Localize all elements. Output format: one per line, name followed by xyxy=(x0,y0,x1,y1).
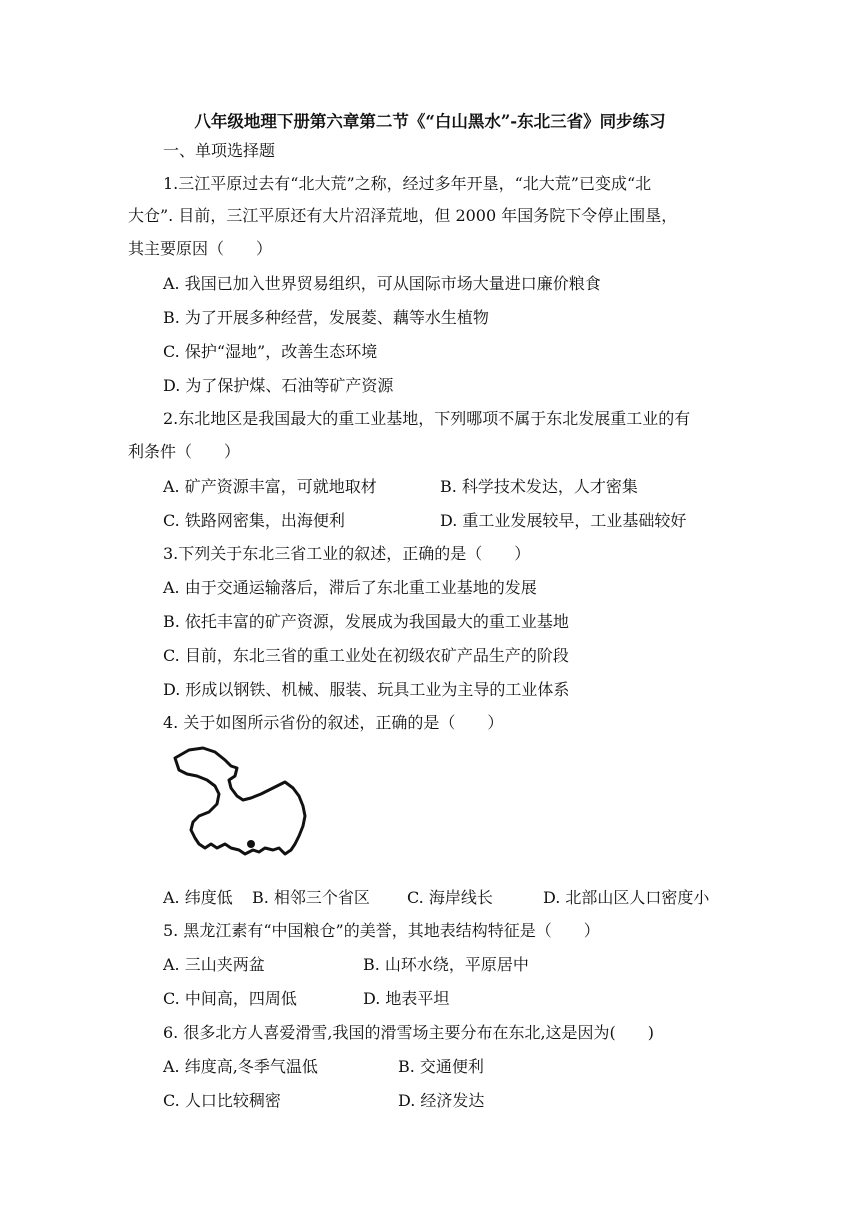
province-outline-map xyxy=(165,744,320,868)
city-dot xyxy=(247,840,255,848)
q2-option-a: A. 矿产资源丰富，可就地取材 xyxy=(163,477,377,496)
q1-stem-line2: 大仓”. 目前，三江平原还有大片沼泽荒地，但 2000 年国务院下令停止围垦， xyxy=(128,206,678,225)
q5-stem: 5. 黑龙江素有“中国粮仓”的美誉，其地表结构特征是（ ） xyxy=(163,921,600,940)
q6-stem: 6. 很多北方人喜爱滑雪,我国的滑雪场主要分布在东北,这是因为( ) xyxy=(163,1023,655,1042)
q5-option-c: C. 中间高，四周低 xyxy=(163,989,297,1008)
q6-option-c: C. 人口比较稠密 xyxy=(163,1091,281,1110)
q5-option-a: A. 三山夹两盆 xyxy=(163,955,265,974)
q3-stem: 3.下列关于东北三省工业的叙述，正确的是（ ） xyxy=(163,544,531,563)
q4-option-c: C. 海岸线长 xyxy=(407,888,493,907)
q2-stem-line1: 2.东北地区是我国最大的重工业基地，下列哪项不属于东北发展重工业的有 xyxy=(163,409,691,428)
q1-stem-line1: 1.三江平原过去有“北大荒”之称，经过多年开垦，“北大荒”已变成“北 xyxy=(163,174,652,193)
q6-option-b: B. 交通便利 xyxy=(398,1057,484,1076)
province-outline xyxy=(175,748,305,854)
q3-option-c: C. 目前，东北三省的重工业处在初级农矿产品生产的阶段 xyxy=(163,646,569,665)
q6-option-a: A. 纬度高,冬季气温低 xyxy=(163,1057,318,1076)
q4-option-a: A. 纬度低 xyxy=(163,888,233,907)
q3-option-b: B. 依托丰富的矿产资源，发展成为我国最大的重工业基地 xyxy=(163,612,569,631)
q2-stem-line2: 利条件（ ） xyxy=(128,442,241,461)
q1-option-b: B. 为了开展多种经营，发展菱、藕等水生植物 xyxy=(163,308,489,327)
q5-option-d: D. 地表平坦 xyxy=(363,989,450,1008)
q1-option-a: A. 我国已加入世界贸易组织，可从国际市场大量进口廉价粮食 xyxy=(163,274,601,293)
q6-option-d: D. 经济发达 xyxy=(398,1091,485,1110)
section-heading: 一、单项选择题 xyxy=(163,141,276,160)
q3-option-a: A. 由于交通运输落后，滞后了东北重工业基地的发展 xyxy=(163,578,537,597)
q2-option-c: C. 铁路网密集，出海便利 xyxy=(163,511,345,530)
q1-option-d: D. 为了保护煤、石油等矿产资源 xyxy=(163,376,394,395)
q4-option-d: D. 北部山区人口密度小 xyxy=(543,888,710,907)
q2-option-b: B. 科学技术发达，人才密集 xyxy=(440,477,638,496)
q4-option-b: B. 相邻三个省区 xyxy=(252,888,370,907)
page-title: 八年级地理下册第六章第二节《“白山黑水”-东北三省》同步练习 xyxy=(194,112,666,131)
q3-option-d: D. 形成以钢铁、机械、服装、玩具工业为主导的工业体系 xyxy=(163,680,570,699)
q1-option-c: C. 保护“湿地”，改善生态环境 xyxy=(163,342,378,361)
q4-stem: 4. 关于如图所示省份的叙述，正确的是（ ） xyxy=(163,713,504,732)
q5-option-b: B. 山环水绕，平原居中 xyxy=(363,955,529,974)
q2-option-d: D. 重工业发展较早，工业基础较好 xyxy=(440,511,687,530)
q1-stem-line3: 其主要原因（ ） xyxy=(128,239,273,258)
